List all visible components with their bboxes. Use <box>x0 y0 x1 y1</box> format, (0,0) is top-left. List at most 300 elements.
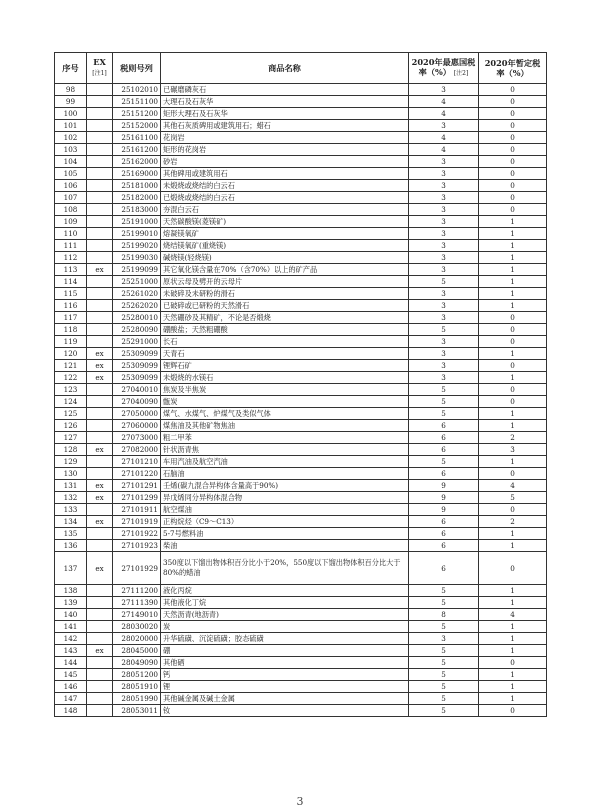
cell-mfn-rate: 5 <box>409 456 479 468</box>
cell-mfn-rate: 5 <box>409 324 479 336</box>
cell-mfn-rate: 4 <box>409 144 479 156</box>
table-row <box>55 264 547 276</box>
cell-code: 28049090 <box>113 657 161 669</box>
cell-seq: 120 <box>55 348 87 360</box>
cell-temporary-rate: 3 <box>479 444 547 456</box>
cell-seq: 129 <box>55 456 87 468</box>
cell-ex <box>87 408 113 420</box>
cell-temporary-rate: 0 <box>479 144 547 156</box>
cell-code: 25309099 <box>113 372 161 384</box>
table-row <box>55 288 547 300</box>
cell-temporary-rate: 1 <box>479 372 547 384</box>
cell-seq: 111 <box>55 240 87 252</box>
cell-name: 碱烧镁(轻烧镁) <box>161 252 409 264</box>
cell-temporary-rate: 0 <box>479 120 547 132</box>
cell-code: 25162000 <box>113 156 161 168</box>
cell-code: 27101919 <box>113 516 161 528</box>
cell-name: 壬烯(碳九混合异构体含量高于90%) <box>161 480 409 492</box>
cell-ex: ex <box>87 360 113 372</box>
cell-seq: 114 <box>55 276 87 288</box>
cell-mfn-rate: 5 <box>409 585 479 597</box>
cell-seq: 127 <box>55 432 87 444</box>
cell-code: 25309099 <box>113 360 161 372</box>
cell-temporary-rate: 1 <box>479 633 547 645</box>
cell-ex <box>87 96 113 108</box>
table-row <box>55 132 547 144</box>
table-row <box>55 216 547 228</box>
cell-mfn-rate: 4 <box>409 108 479 120</box>
tariff-table <box>54 52 547 717</box>
table-row <box>55 597 547 609</box>
cell-name: 柴油 <box>161 540 409 552</box>
cell-ex: ex <box>87 444 113 456</box>
cell-ex <box>87 132 113 144</box>
cell-seq: 148 <box>55 705 87 717</box>
cell-code: 27050000 <box>113 408 161 420</box>
cell-seq: 118 <box>55 324 87 336</box>
cell-code: 27060000 <box>113 420 161 432</box>
cell-ex <box>87 669 113 681</box>
cell-temporary-rate: 0 <box>479 96 547 108</box>
table-row <box>55 468 547 480</box>
table-row <box>55 372 547 384</box>
cell-ex <box>87 288 113 300</box>
cell-name: 熔凝镁氧矿 <box>161 228 409 240</box>
cell-seq: 139 <box>55 597 87 609</box>
cell-ex: ex <box>87 492 113 504</box>
cell-mfn-rate: 5 <box>409 705 479 717</box>
cell-code: 25261020 <box>113 288 161 300</box>
cell-seq: 110 <box>55 228 87 240</box>
cell-name: 已碾磨磷灰石 <box>161 84 409 96</box>
cell-name: 烧结镁氧矿(重烧镁) <box>161 240 409 252</box>
cell-mfn-rate: 3 <box>409 120 479 132</box>
cell-name: 天然沥青(地沥青) <box>161 609 409 621</box>
cell-code: 25199010 <box>113 228 161 240</box>
cell-code: 25151200 <box>113 108 161 120</box>
cell-name: 其他石灰质碑用或建筑用石；蜡石 <box>161 120 409 132</box>
header-ex-note: [注1] <box>92 70 107 77</box>
cell-seq: 145 <box>55 669 87 681</box>
cell-ex <box>87 420 113 432</box>
cell-name: 航空煤油 <box>161 504 409 516</box>
cell-seq: 131 <box>55 480 87 492</box>
cell-mfn-rate: 3 <box>409 216 479 228</box>
cell-ex <box>87 705 113 717</box>
table-row <box>55 516 547 528</box>
cell-seq: 135 <box>55 528 87 540</box>
cell-code: 27073000 <box>113 432 161 444</box>
cell-seq: 140 <box>55 609 87 621</box>
cell-ex <box>87 156 113 168</box>
cell-code: 25152000 <box>113 120 161 132</box>
cell-mfn-rate: 5 <box>409 681 479 693</box>
cell-ex <box>87 681 113 693</box>
cell-temporary-rate: 1 <box>479 264 547 276</box>
cell-temporary-rate: 0 <box>479 156 547 168</box>
cell-ex <box>87 324 113 336</box>
cell-name: 其他液化丁烷 <box>161 597 409 609</box>
table-row <box>55 96 547 108</box>
cell-name: 已煅烧或烧结的白云石 <box>161 192 409 204</box>
cell-seq: 109 <box>55 216 87 228</box>
cell-mfn-rate: 3 <box>409 192 479 204</box>
cell-temporary-rate: 0 <box>479 396 547 408</box>
cell-temporary-rate: 1 <box>479 540 547 552</box>
header-seq: 序号 <box>55 53 87 84</box>
cell-mfn-rate: 5 <box>409 669 479 681</box>
cell-code: 25309099 <box>113 348 161 360</box>
cell-code: 25182000 <box>113 192 161 204</box>
cell-ex <box>87 168 113 180</box>
cell-mfn-rate: 3 <box>409 633 479 645</box>
cell-temporary-rate: 0 <box>479 384 547 396</box>
cell-seq: 141 <box>55 621 87 633</box>
cell-ex: ex <box>87 552 113 585</box>
cell-seq: 104 <box>55 156 87 168</box>
cell-ex <box>87 597 113 609</box>
cell-code: 25151100 <box>113 96 161 108</box>
cell-ex <box>87 228 113 240</box>
cell-ex <box>87 144 113 156</box>
cell-seq: 125 <box>55 408 87 420</box>
table-row <box>55 528 547 540</box>
cell-code: 27101911 <box>113 504 161 516</box>
cell-seq: 115 <box>55 288 87 300</box>
cell-ex: ex <box>87 645 113 657</box>
cell-name: 已破碎或已研粉的天然滑石 <box>161 300 409 312</box>
cell-temporary-rate: 1 <box>479 420 547 432</box>
cell-seq: 113 <box>55 264 87 276</box>
cell-seq: 99 <box>55 96 87 108</box>
cell-ex <box>87 240 113 252</box>
cell-name: 煤气、水煤气、炉煤气及类似气体 <box>161 408 409 420</box>
cell-code: 27111200 <box>113 585 161 597</box>
cell-mfn-rate: 6 <box>409 552 479 585</box>
cell-seq: 136 <box>55 540 87 552</box>
cell-mfn-rate: 5 <box>409 384 479 396</box>
cell-name: 5-7号燃料油 <box>161 528 409 540</box>
cell-mfn-rate: 3 <box>409 180 479 192</box>
cell-ex: ex <box>87 264 113 276</box>
cell-name: 天青石 <box>161 348 409 360</box>
table-row <box>55 168 547 180</box>
cell-seq: 146 <box>55 681 87 693</box>
cell-ex: ex <box>87 480 113 492</box>
table-row <box>55 108 547 120</box>
table-row <box>55 180 547 192</box>
table-row <box>55 444 547 456</box>
table-row <box>55 504 547 516</box>
cell-ex <box>87 276 113 288</box>
cell-seq: 130 <box>55 468 87 480</box>
cell-code: 25280090 <box>113 324 161 336</box>
cell-seq: 123 <box>55 384 87 396</box>
cell-mfn-rate: 6 <box>409 420 479 432</box>
cell-name: 钕 <box>161 705 409 717</box>
cell-temporary-rate: 0 <box>479 108 547 120</box>
cell-temporary-rate: 0 <box>479 168 547 180</box>
table-row <box>55 252 547 264</box>
cell-seq: 119 <box>55 336 87 348</box>
cell-ex <box>87 204 113 216</box>
cell-mfn-rate: 3 <box>409 204 479 216</box>
cell-mfn-rate: 5 <box>409 396 479 408</box>
cell-code: 25199030 <box>113 252 161 264</box>
cell-mfn-rate: 3 <box>409 336 479 348</box>
cell-name: 矩形的花岗岩 <box>161 144 409 156</box>
cell-name: 其他碱金属及碱土金属 <box>161 693 409 705</box>
header-name: 商品名称 <box>161 53 409 84</box>
cell-mfn-rate: 3 <box>409 240 479 252</box>
cell-name: 锂 <box>161 681 409 693</box>
table-row <box>55 84 547 96</box>
cell-code: 25161100 <box>113 132 161 144</box>
cell-ex: ex <box>87 372 113 384</box>
table-row <box>55 384 547 396</box>
cell-temporary-rate: 1 <box>479 669 547 681</box>
cell-ex <box>87 84 113 96</box>
cell-seq: 128 <box>55 444 87 456</box>
cell-ex <box>87 396 113 408</box>
cell-mfn-rate: 5 <box>409 645 479 657</box>
cell-name: 砂岩 <box>161 156 409 168</box>
table-row <box>55 204 547 216</box>
table-row <box>55 408 547 420</box>
cell-ex <box>87 468 113 480</box>
cell-ex <box>87 693 113 705</box>
cell-code: 27101929 <box>113 552 161 585</box>
cell-code: 27149010 <box>113 609 161 621</box>
cell-temporary-rate: 1 <box>479 681 547 693</box>
cell-mfn-rate: 3 <box>409 264 479 276</box>
cell-seq: 133 <box>55 504 87 516</box>
cell-seq: 102 <box>55 132 87 144</box>
table-row <box>55 669 547 681</box>
cell-mfn-rate: 3 <box>409 84 479 96</box>
table-row <box>55 609 547 621</box>
cell-temporary-rate: 1 <box>479 348 547 360</box>
cell-ex <box>87 384 113 396</box>
cell-name: 粗二甲苯 <box>161 432 409 444</box>
table-row <box>55 144 547 156</box>
cell-seq: 101 <box>55 120 87 132</box>
table-row <box>55 240 547 252</box>
cell-name: 夯混白云石 <box>161 204 409 216</box>
cell-name: 针状沥青焦 <box>161 444 409 456</box>
cell-temporary-rate: 0 <box>479 468 547 480</box>
table-row <box>55 705 547 717</box>
table-row <box>55 156 547 168</box>
cell-mfn-rate: 5 <box>409 621 479 633</box>
cell-mfn-rate: 6 <box>409 432 479 444</box>
cell-temporary-rate: 0 <box>479 132 547 144</box>
cell-mfn-rate: 5 <box>409 276 479 288</box>
table-row <box>55 324 547 336</box>
cell-seq: 121 <box>55 360 87 372</box>
cell-code: 25191000 <box>113 216 161 228</box>
cell-ex <box>87 192 113 204</box>
header-mfn-rate: 2020年最惠国税率（%） [注2] <box>409 53 479 84</box>
cell-temporary-rate: 0 <box>479 324 547 336</box>
cell-name: 矩形大理石及石灰华 <box>161 108 409 120</box>
cell-seq: 122 <box>55 372 87 384</box>
cell-mfn-rate: 6 <box>409 528 479 540</box>
table-row <box>55 228 547 240</box>
table-row <box>55 192 547 204</box>
table-row <box>55 348 547 360</box>
cell-code: 28051910 <box>113 681 161 693</box>
cell-name: 液化丙烷 <box>161 585 409 597</box>
cell-code: 25199020 <box>113 240 161 252</box>
cell-code: 28020000 <box>113 633 161 645</box>
cell-ex <box>87 120 113 132</box>
cell-mfn-rate: 4 <box>409 96 479 108</box>
cell-mfn-rate: 3 <box>409 372 479 384</box>
cell-ex <box>87 216 113 228</box>
cell-temporary-rate: 0 <box>479 312 547 324</box>
cell-code: 27040010 <box>113 384 161 396</box>
cell-temporary-rate: 0 <box>479 705 547 717</box>
cell-seq: 143 <box>55 645 87 657</box>
cell-mfn-rate: 3 <box>409 348 479 360</box>
cell-ex <box>87 633 113 645</box>
cell-mfn-rate: 5 <box>409 597 479 609</box>
cell-temporary-rate: 1 <box>479 597 547 609</box>
table-row <box>55 621 547 633</box>
cell-name: 其它氧化镁含量在70%（含70%）以上的矿产品 <box>161 264 409 276</box>
cell-ex: ex <box>87 348 113 360</box>
cell-seq: 106 <box>55 180 87 192</box>
cell-name: 焦炭及半焦炭 <box>161 384 409 396</box>
cell-name: 升华硫磺、沉淀硫磺；胶态硫磺 <box>161 633 409 645</box>
table-row <box>55 432 547 444</box>
cell-name: 原状云母及劈开的云母片 <box>161 276 409 288</box>
cell-code: 25169000 <box>113 168 161 180</box>
cell-ex <box>87 180 113 192</box>
cell-name: 炭 <box>161 621 409 633</box>
cell-temporary-rate: 4 <box>479 480 547 492</box>
cell-temporary-rate: 1 <box>479 621 547 633</box>
cell-code: 28053011 <box>113 705 161 717</box>
table-row <box>55 120 547 132</box>
cell-code: 25262020 <box>113 300 161 312</box>
table-row <box>55 540 547 552</box>
cell-name: 硼酸盐；天然粗硼酸 <box>161 324 409 336</box>
cell-mfn-rate: 3 <box>409 252 479 264</box>
cell-seq: 103 <box>55 144 87 156</box>
cell-ex <box>87 528 113 540</box>
cell-temporary-rate: 5 <box>479 492 547 504</box>
cell-name: 其他碑用或建筑用石 <box>161 168 409 180</box>
cell-code: 27101922 <box>113 528 161 540</box>
cell-ex <box>87 657 113 669</box>
cell-name: 正构烷烃（C9～C13） <box>161 516 409 528</box>
cell-code: 28051990 <box>113 693 161 705</box>
cell-ex <box>87 432 113 444</box>
cell-name: 煤焦油及其他矿物焦油 <box>161 420 409 432</box>
cell-temporary-rate: 1 <box>479 276 547 288</box>
cell-temporary-rate: 1 <box>479 528 547 540</box>
cell-code: 25291000 <box>113 336 161 348</box>
table-row <box>55 657 547 669</box>
cell-ex <box>87 504 113 516</box>
cell-name: 其他硒 <box>161 657 409 669</box>
table-row <box>55 480 547 492</box>
cell-name: 硼 <box>161 645 409 657</box>
header-temporary-rate: 2020年暂定税率（%） <box>479 53 547 84</box>
cell-name: 未煅烧或烧结的白云石 <box>161 180 409 192</box>
cell-mfn-rate: 5 <box>409 408 479 420</box>
cell-temporary-rate: 2 <box>479 432 547 444</box>
table-row <box>55 585 547 597</box>
cell-code: 27101220 <box>113 468 161 480</box>
cell-temporary-rate: 1 <box>479 300 547 312</box>
cell-mfn-rate: 5 <box>409 693 479 705</box>
cell-temporary-rate: 1 <box>479 228 547 240</box>
cell-name: 未破碎及未研粉的滑石 <box>161 288 409 300</box>
cell-code: 25181000 <box>113 180 161 192</box>
cell-seq: 126 <box>55 420 87 432</box>
table-row <box>55 633 547 645</box>
cell-name: 天然碳酸镁(菱镁矿) <box>161 216 409 228</box>
cell-name: 350度以下馏出物体积百分比小于20%，550度以下馏出物体积百分比大于80%的蜡油 <box>161 552 409 585</box>
cell-name: 未煅烧的水镁石 <box>161 372 409 384</box>
cell-code: 27111390 <box>113 597 161 609</box>
cell-name: 异戊烯同分异构体混合物 <box>161 492 409 504</box>
cell-mfn-rate: 9 <box>409 492 479 504</box>
cell-seq: 107 <box>55 192 87 204</box>
cell-code: 25183000 <box>113 204 161 216</box>
cell-temporary-rate: 0 <box>479 192 547 204</box>
cell-mfn-rate: 8 <box>409 609 479 621</box>
table-row <box>55 420 547 432</box>
cell-name: 车用汽油及航空汽油 <box>161 456 409 468</box>
cell-code: 28051200 <box>113 669 161 681</box>
cell-mfn-rate: 3 <box>409 300 479 312</box>
cell-seq: 124 <box>55 396 87 408</box>
cell-ex <box>87 621 113 633</box>
cell-temporary-rate: 0 <box>479 336 547 348</box>
cell-temporary-rate: 0 <box>479 204 547 216</box>
cell-name: 大理石及石灰华 <box>161 96 409 108</box>
cell-ex: ex <box>87 516 113 528</box>
cell-mfn-rate: 6 <box>409 540 479 552</box>
cell-mfn-rate: 3 <box>409 228 479 240</box>
table-row <box>55 492 547 504</box>
cell-ex <box>87 252 113 264</box>
cell-seq: 142 <box>55 633 87 645</box>
cell-temporary-rate: 0 <box>479 84 547 96</box>
cell-name: 甑炭 <box>161 396 409 408</box>
cell-seq: 134 <box>55 516 87 528</box>
cell-mfn-rate: 6 <box>409 444 479 456</box>
cell-name: 钙 <box>161 669 409 681</box>
cell-mfn-rate: 4 <box>409 132 479 144</box>
cell-temporary-rate: 0 <box>479 657 547 669</box>
table-row <box>55 300 547 312</box>
cell-name: 花岗岩 <box>161 132 409 144</box>
cell-temporary-rate: 4 <box>479 609 547 621</box>
cell-seq: 144 <box>55 657 87 669</box>
cell-temporary-rate: 1 <box>479 585 547 597</box>
cell-code: 27101923 <box>113 540 161 552</box>
cell-temporary-rate: 1 <box>479 252 547 264</box>
cell-code: 25102010 <box>113 84 161 96</box>
cell-ex <box>87 456 113 468</box>
table-row <box>55 552 547 585</box>
cell-ex <box>87 336 113 348</box>
